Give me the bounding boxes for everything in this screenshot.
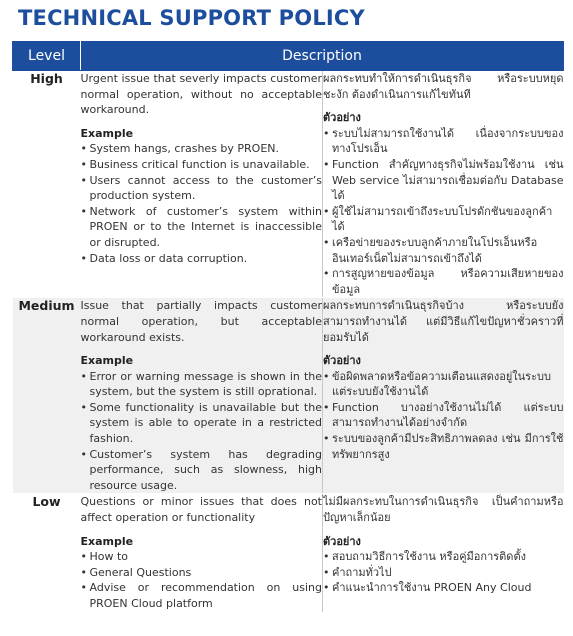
example-heading: Example (80, 354, 134, 368)
list-item: • How to (81, 549, 323, 565)
example-list (323, 126, 564, 298)
list-item: • ผู้ใช้ไม่สามารถเข้าถึงระบบโปรดักชันของลูกค้าได้ (323, 204, 564, 235)
table-row-high (13, 71, 564, 298)
list-item: • Customer’s system has degrading performance, such as slowness, high resource usage. (81, 447, 323, 494)
example-list (81, 369, 323, 494)
list-item: • Business critical function is unavailable. (81, 157, 323, 173)
description-text: ผลกระทบทำให้การดำเนินธุรกิจ หรือระบบหยุดชะงัก ต้องดำเนินการแก้ไขทันที (323, 72, 564, 101)
list-item: • Function สำคัญทางธุรกิจไม่พร้อมใช้งาน เช่น Web service ไม่สามารถเชื่อมต่อกับ Database ได้ (323, 157, 564, 204)
example-heading: Example (80, 126, 134, 140)
description-text: Questions or minor issues that does not affect operation or functionality (80, 495, 322, 525)
example-list (323, 369, 564, 463)
list-item: • Error or warning message is shown in the system, but the system is still oprational. (81, 369, 323, 400)
description-text: ไม่มีผลกระทบในการดำเนินธุรกิจ เป็นคำถามหรือปัญหาเล็กน้อย (323, 495, 564, 525)
list-item: • System hangs, crashes by PROEN. (81, 141, 323, 157)
english-description-cell (81, 71, 323, 298)
list-item: • ระบบไม่สามารถใช้งานได้ เนื่องจากระบบของทางโปรเอ็น (323, 126, 564, 157)
english-description-cell (81, 298, 323, 494)
list-item: • Function บางอย่างใช้งานไม่ได้ แต่ระบบสามารถทำงานได้อย่างจำกัด (323, 400, 564, 431)
list-item: • ข้อผิดพลาดหรือข้อความเตือนแสดงอยู่ในระบบ แต่ระบบยังใช้งานได้ (323, 369, 564, 400)
english-description-cell (81, 494, 323, 612)
list-item: • คำถามทั่วไป (323, 565, 564, 581)
thai-description-cell (323, 71, 564, 298)
page-title: TECHNICAL SUPPORT POLICY (18, 6, 365, 30)
table-row-low (13, 494, 564, 612)
support-policy-table (12, 41, 564, 613)
level-cell: Low (13, 494, 81, 612)
list-item: • Some functionality is unavailable but the system is able to operate in a restricted fashion. (81, 400, 323, 447)
table-header-row (13, 42, 564, 71)
list-item: • Network of customer’s system within PROEN or to the Internet is inaccessible or disrupted. (81, 204, 323, 251)
list-item: • สอบถามวิธีการใช้งาน หรือคู่มือการติดตั้ง (323, 549, 564, 565)
description-text: Issue that partially impacts customer normal operation, but acceptable workaround exists. (80, 299, 322, 344)
description-text: Urgent issue that severly impacts customer normal operation, without no acceptable workaround. (80, 72, 322, 117)
list-item: • Data loss or data corruption. (81, 251, 323, 267)
list-item: • เครือข่ายของระบบลูกค้าภายในโปรเอ็นหรืออินเทอร์เน็ตไม่สามารถเข้าถึงได้ (323, 235, 564, 266)
list-item: • ระบบของลูกค้ามีประสิทธิภาพลดลง เช่น มีการใช้ทรัพยากรสูง (323, 431, 564, 462)
example-heading: ตัวอย่าง (323, 534, 361, 548)
list-item: • การสูญหายของข้อมูล หรือความเสียหายของข้อมูล (323, 266, 564, 297)
list-item: • Advise or recommendation on using PROEN Cloud platform (81, 580, 323, 611)
list-item: • คำแนะนำการใช้งาน PROEN Any Cloud (323, 580, 564, 596)
table-row-medium (13, 298, 564, 494)
description-text: ผลกระทบการดำเนินธุรกิจบ้าง หรือระบบยังสามารถทำงานได้ แต่มีวิธีแก้ไขปัญหาชั่วคราวที่ยอมรับได้ (323, 299, 564, 344)
header-description: Description (81, 42, 564, 71)
example-list (81, 141, 323, 266)
list-item: • General Questions (81, 565, 323, 581)
header-level: Level (13, 42, 81, 71)
level-cell: High (13, 71, 81, 298)
thai-description-cell (323, 494, 564, 612)
example-heading: ตัวอย่าง (323, 354, 361, 368)
level-cell: Medium (13, 298, 81, 494)
example-list (81, 549, 323, 611)
example-heading: Example (80, 534, 134, 548)
list-item: • Users cannot access to the customer’s production system. (81, 173, 323, 204)
example-heading: ตัวอย่าง (323, 111, 361, 125)
example-list (323, 549, 564, 596)
thai-description-cell (323, 298, 564, 494)
